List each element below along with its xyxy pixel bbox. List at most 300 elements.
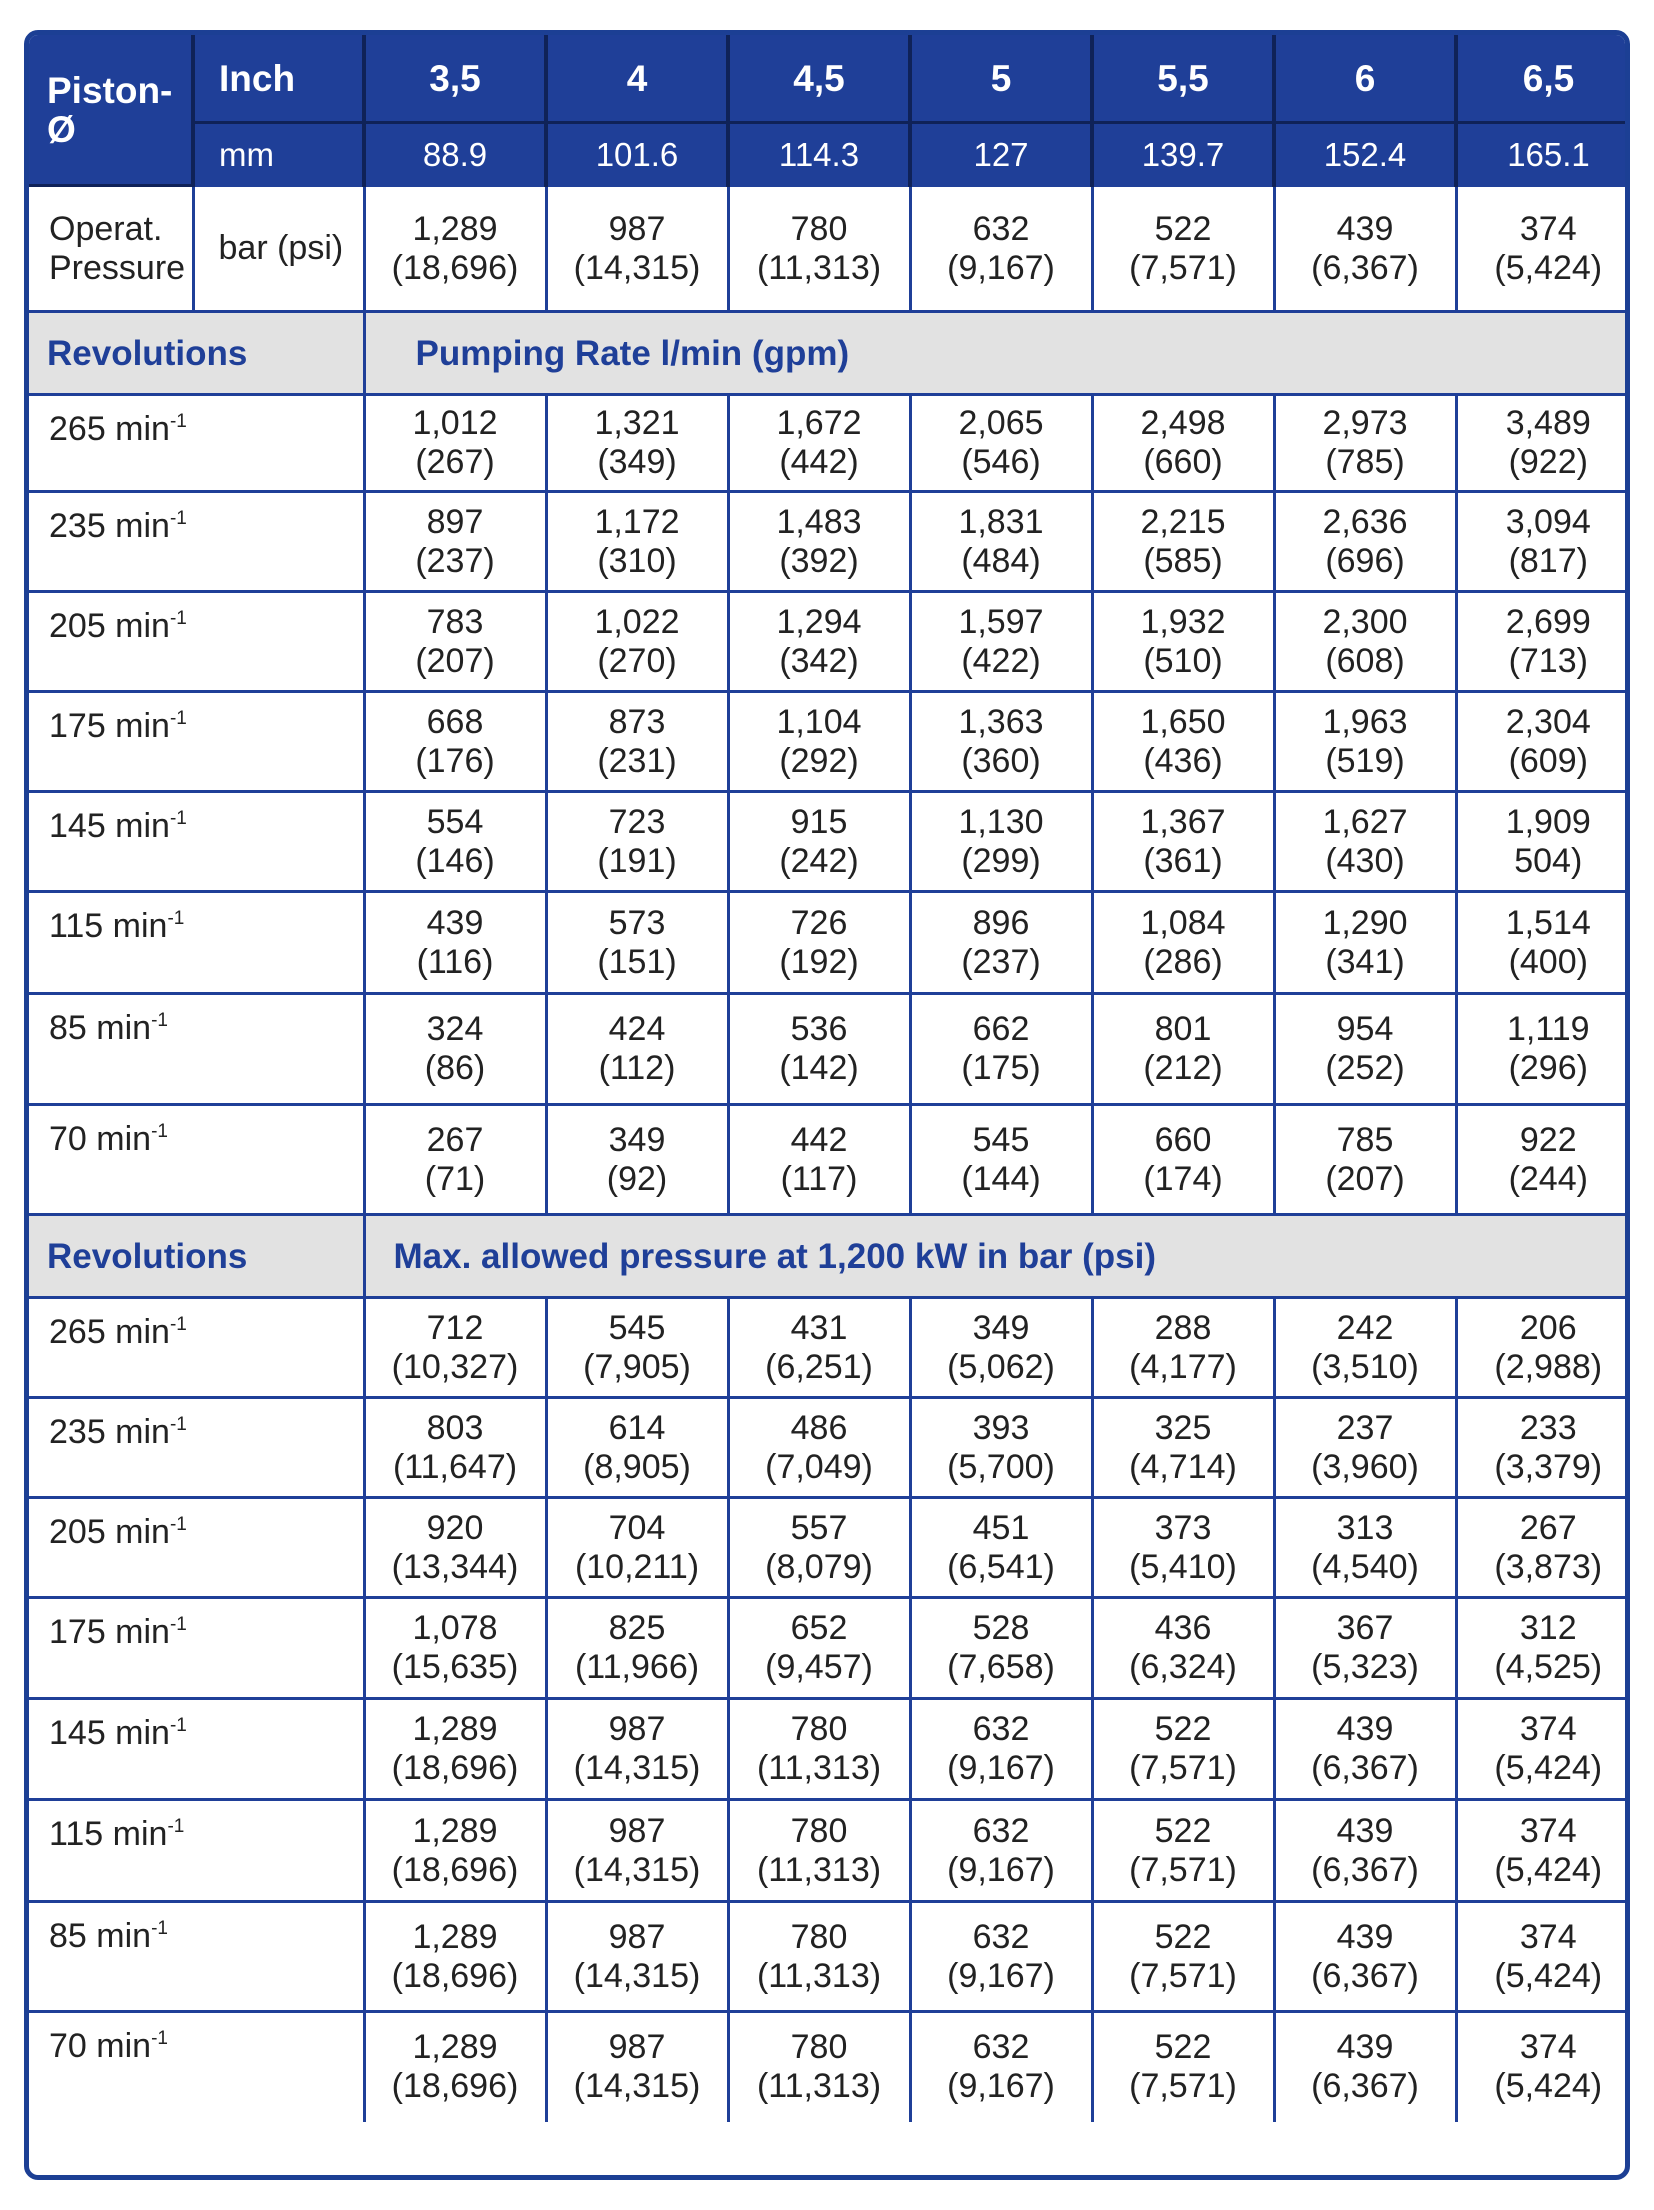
revolutions-value: 175 min [49, 1613, 170, 1651]
value-secondary: (112) [598, 1049, 676, 1087]
max-pressure-cell [1456, 1598, 1630, 1699]
value-primary: 442 [790, 1120, 848, 1159]
pumping-rate-row [29, 892, 1630, 994]
value-primary: 242 [1336, 1308, 1394, 1347]
value-primary: 1,294 [776, 602, 862, 641]
revolutions-cell [29, 1598, 364, 1699]
revolutions-cell [29, 892, 364, 994]
revolutions-exponent: -1 [167, 1816, 185, 1837]
operating-pressure-cell [1092, 186, 1274, 312]
pumping-rate-cell [546, 592, 728, 692]
value-secondary: (8,079) [765, 1547, 873, 1586]
value-primary: 1,289 [412, 1811, 498, 1850]
value-secondary: (18,696) [391, 1850, 519, 1889]
mm-unit-label: mm [193, 123, 364, 186]
value-secondary: (9,167) [947, 1749, 1055, 1787]
value-primary: 1,289 [412, 1917, 498, 1956]
value-primary: 324 [426, 1010, 484, 1048]
pumping-rate-cell [1456, 994, 1630, 1105]
piston-diameter-label: Piston-Ø [29, 35, 193, 186]
value-primary: 1,290 [1322, 903, 1408, 942]
value-secondary: (8,905) [583, 1447, 691, 1486]
value-primary: 632 [972, 1917, 1030, 1956]
value-secondary: (310) [597, 541, 677, 580]
value-primary: 987 [608, 1811, 666, 1850]
value-primary: 987 [608, 1710, 666, 1748]
value-secondary: (6,367) [1311, 1850, 1419, 1889]
pumping-rate-cell [1274, 592, 1456, 692]
revolutions-cell [29, 1398, 364, 1498]
value-secondary: (71) [424, 1159, 486, 1198]
value-secondary: (609) [1508, 741, 1588, 780]
value-primary: 393 [972, 1408, 1030, 1447]
value-secondary: (9,167) [947, 2067, 1055, 2106]
revolutions-cell [29, 1498, 364, 1598]
pumping-rate-cell [364, 592, 546, 692]
pumping-rate-cell [910, 492, 1092, 592]
pumping-rate-cell [546, 892, 728, 994]
revolutions-exponent: -1 [169, 608, 187, 629]
pumping-rate-cell [364, 792, 546, 892]
value-primary: 267 [1519, 1508, 1577, 1547]
max-pressure-cell [1092, 1902, 1274, 2012]
value-secondary: (484) [961, 541, 1041, 580]
pumping-rate-cell [728, 592, 910, 692]
value-primary: 522 [1154, 2028, 1212, 2067]
value-primary: 873 [608, 702, 666, 741]
value-primary: 632 [972, 1811, 1030, 1850]
value-primary: 367 [1336, 1609, 1394, 1647]
value-secondary: (296) [1508, 1049, 1588, 1087]
value-primary: 288 [1154, 1308, 1212, 1347]
pumping-rate-cell [1274, 692, 1456, 792]
value-secondary: (7,905) [583, 1347, 691, 1386]
value-secondary: (192) [779, 942, 859, 981]
pumping-rate-cell [546, 492, 728, 592]
value-primary: 528 [972, 1609, 1030, 1647]
pumping-rate-row [29, 395, 1630, 492]
value-secondary: (6,367) [1311, 1956, 1419, 1995]
value-secondary: (5,424) [1494, 2067, 1603, 2106]
value-secondary: (11,313) [756, 1956, 882, 1995]
value-primary: 668 [426, 702, 484, 741]
pumping-rate-cell [910, 892, 1092, 994]
pumping-rate-cell [546, 994, 728, 1105]
value-primary: 1,909 [1505, 802, 1591, 841]
value-secondary: (7,571) [1129, 1749, 1237, 1787]
value-primary: 2,973 [1322, 404, 1408, 442]
max-pressure-cell [728, 1699, 910, 1800]
operating-pressure-cell [1456, 186, 1630, 312]
max-pressure-row [29, 1598, 1630, 1699]
pumping-rate-cell [1456, 395, 1630, 492]
value-primary: 1,104 [776, 702, 862, 741]
pumping-rate-section-header [29, 312, 1630, 395]
operating-pressure-cell [546, 186, 728, 312]
revolutions-cell [29, 994, 364, 1105]
value-primary: 439 [1336, 2028, 1394, 2067]
inch-value: 5,5 [1092, 35, 1274, 123]
pumping-rate-cell [1092, 592, 1274, 692]
inch-value: 4,5 [728, 35, 910, 123]
pumping-rate-cell [1092, 492, 1274, 592]
value-secondary: (11,966) [574, 1648, 700, 1686]
max-pressure-row [29, 1902, 1630, 2012]
max-pressure-cell [1274, 1902, 1456, 2012]
max-pressure-row [29, 1498, 1630, 1598]
value-primary: 3,094 [1505, 502, 1591, 541]
value-primary: 2,065 [958, 404, 1044, 442]
pumping-rate-row [29, 692, 1630, 792]
max-pressure-cell [910, 1598, 1092, 1699]
pumping-rate-cell [546, 395, 728, 492]
value-secondary: (922) [1508, 443, 1588, 481]
operating-pressure-cell [728, 186, 910, 312]
value-primary: 557 [790, 1508, 848, 1547]
value-primary: 439 [1336, 1917, 1394, 1956]
value-secondary: (14,315) [573, 1749, 701, 1787]
mm-row [29, 123, 1630, 186]
inch-row [29, 35, 1630, 123]
pumping-rate-cell [1456, 1105, 1630, 1215]
value-secondary: (5,323) [1311, 1648, 1419, 1686]
value-primary: 920 [426, 1508, 484, 1547]
value-primary: 1,650 [1140, 702, 1226, 741]
value-primary: 206 [1519, 1308, 1577, 1347]
max-pressure-cell [1092, 1298, 1274, 1398]
value-secondary: (146) [415, 841, 495, 880]
pumping-rate-cell [910, 792, 1092, 892]
value-psi: (14,315) [573, 248, 701, 287]
value-secondary: (117) [780, 1159, 858, 1198]
value-primary: 545 [608, 1308, 666, 1347]
mm-value: 165.1 [1456, 123, 1630, 186]
max-pressure-cell [910, 2012, 1092, 2122]
mm-value: 114.3 [728, 123, 910, 186]
value-primary: 431 [790, 1308, 848, 1347]
revolutions-exponent: -1 [169, 808, 187, 829]
value-secondary: (6,367) [1311, 2067, 1419, 2106]
pump-data-table-frame [24, 30, 1630, 2180]
value-secondary: (341) [1325, 942, 1405, 981]
pumping-rate-cell [1274, 792, 1456, 892]
revolutions-cell [29, 1902, 364, 2012]
pumping-rate-cell [1274, 994, 1456, 1105]
value-primary: 1,483 [776, 502, 862, 541]
value-primary: 1,022 [594, 602, 680, 641]
value-secondary: (191) [597, 841, 677, 880]
value-primary: 2,636 [1322, 502, 1408, 541]
max-pressure-cell [728, 1902, 910, 2012]
value-secondary: (11,313) [756, 1749, 882, 1787]
value-primary: 803 [426, 1408, 484, 1447]
max-pressure-cell [1456, 1699, 1630, 1800]
revolutions-value: 235 min [49, 507, 170, 545]
max-pressure-cell [1274, 2012, 1456, 2122]
max-pressure-cell [1456, 1800, 1630, 1902]
max-pressure-cell [910, 1398, 1092, 1498]
max-pressure-cell [728, 1398, 910, 1498]
max-pressure-cell [910, 1298, 1092, 1398]
value-secondary: (6,367) [1311, 1749, 1419, 1787]
value-secondary: (7,571) [1129, 2067, 1237, 2106]
max-pressure-row [29, 1398, 1630, 1498]
value-primary: 439 [426, 903, 484, 942]
revolutions-label: Revolutions [29, 1215, 364, 1298]
value-primary: 1,627 [1322, 802, 1408, 841]
value-secondary: (430) [1325, 841, 1405, 880]
value-psi: (11,313) [756, 248, 882, 287]
value-primary: 652 [790, 1609, 848, 1647]
value-secondary: (3,510) [1311, 1347, 1419, 1386]
value-primary: 1,119 [1506, 1010, 1590, 1048]
pumping-rate-cell [546, 1105, 728, 1215]
value-secondary: (7,658) [947, 1648, 1055, 1686]
value-secondary: (9,167) [947, 1850, 1055, 1889]
table-header [29, 35, 1630, 186]
value-bar: 522 [1154, 209, 1212, 248]
value-primary: 451 [972, 1508, 1030, 1547]
value-primary: 1,367 [1140, 802, 1226, 841]
revolutions-cell [29, 2012, 364, 2122]
pump-data-table [29, 35, 1630, 2122]
pumping-rate-cell [1092, 994, 1274, 1105]
value-secondary: (4,540) [1311, 1547, 1419, 1586]
value-primary: 436 [1154, 1609, 1212, 1647]
max-pressure-section-header [29, 1215, 1630, 1298]
value-secondary: (14,315) [573, 1850, 701, 1889]
value-bar: 374 [1519, 209, 1577, 248]
max-pressure-cell [364, 1800, 546, 1902]
pumping-rate-cell [910, 1105, 1092, 1215]
value-secondary: (6,324) [1129, 1648, 1237, 1686]
value-primary: 374 [1519, 1917, 1577, 1956]
inch-value: 6 [1274, 35, 1456, 123]
pumping-rate-cell [1274, 492, 1456, 592]
value-primary: 726 [790, 903, 848, 942]
value-secondary: (270) [597, 641, 677, 680]
revolutions-cell [29, 592, 364, 692]
value-primary: 662 [972, 1010, 1030, 1048]
value-secondary: (4,714) [1129, 1447, 1237, 1486]
max-pressure-cell [364, 1498, 546, 1598]
value-primary: 614 [608, 1408, 666, 1447]
value-secondary: (422) [961, 641, 1041, 680]
revolutions-value: 145 min [49, 807, 170, 845]
value-secondary: (342) [779, 641, 859, 680]
value-secondary: (436) [1143, 741, 1223, 780]
value-primary: 780 [790, 2028, 848, 2067]
value-secondary: (237) [961, 942, 1041, 981]
value-secondary: (144) [961, 1159, 1041, 1198]
pumping-rate-cell [1274, 395, 1456, 492]
value-primary: 2,215 [1140, 502, 1226, 541]
value-secondary: (608) [1325, 641, 1405, 680]
value-secondary: (207) [1325, 1159, 1405, 1198]
value-primary: 780 [790, 1710, 848, 1748]
value-primary: 632 [972, 1710, 1030, 1748]
value-secondary: (7,571) [1129, 1956, 1237, 1995]
value-secondary: (231) [597, 741, 677, 780]
value-secondary: (237) [415, 541, 495, 580]
max-pressure-row [29, 2012, 1630, 2122]
pumping-rate-cell [728, 892, 910, 994]
value-primary: 987 [608, 1917, 666, 1956]
value-secondary: (660) [1143, 443, 1223, 481]
pumping-rate-row [29, 994, 1630, 1105]
value-primary: 374 [1519, 1710, 1577, 1748]
value-secondary: (175) [961, 1049, 1041, 1087]
value-psi: (18,696) [391, 248, 519, 287]
value-primary: 632 [972, 2028, 1030, 2067]
value-primary: 723 [608, 802, 666, 841]
operating-pressure-cell [1274, 186, 1456, 312]
value-primary: 554 [426, 802, 484, 841]
max-pressure-cell [1274, 1598, 1456, 1699]
pumping-rate-cell [1092, 892, 1274, 994]
max-pressure-cell [728, 1800, 910, 1902]
pumping-rate-cell [728, 395, 910, 492]
pumping-rate-cell [728, 692, 910, 792]
value-primary: 1,831 [958, 502, 1044, 541]
inch-unit-label: Inch [193, 35, 364, 123]
value-secondary: (5,700) [947, 1447, 1055, 1486]
value-secondary: (785) [1325, 443, 1405, 481]
value-psi: (7,571) [1129, 248, 1237, 287]
revolutions-exponent: -1 [151, 1010, 168, 1031]
value-primary: 1,514 [1505, 903, 1591, 942]
value-secondary: (3,960) [1311, 1447, 1419, 1486]
max-pressure-cell [728, 2012, 910, 2122]
revolutions-exponent: -1 [151, 2028, 168, 2049]
value-primary: 1,084 [1140, 903, 1226, 942]
revolutions-value: 205 min [49, 1513, 170, 1551]
max-pressure-cell [728, 1298, 910, 1398]
pumping-rate-cell [364, 692, 546, 792]
value-secondary: (267) [415, 443, 495, 481]
max-pressure-cell [364, 1598, 546, 1699]
value-primary: 325 [1154, 1408, 1212, 1447]
pumping-rate-row [29, 792, 1630, 892]
value-primary: 439 [1336, 1710, 1394, 1748]
value-psi: (6,367) [1311, 248, 1419, 287]
value-primary: 374 [1519, 2028, 1577, 2067]
max-pressure-cell [1092, 1699, 1274, 1800]
value-secondary: (7,049) [765, 1447, 873, 1486]
value-secondary: (442) [779, 443, 859, 481]
value-psi: (5,424) [1494, 248, 1603, 287]
operating-pressure-label-line1: Operat. [49, 209, 163, 248]
value-primary: 1,363 [958, 702, 1044, 741]
value-secondary: (13,344) [391, 1547, 519, 1586]
revolutions-cell [29, 1800, 364, 1902]
value-secondary: (585) [1143, 541, 1223, 580]
value-bar: 439 [1336, 209, 1394, 248]
pumping-rate-cell [1456, 892, 1630, 994]
value-primary: 2,699 [1505, 602, 1591, 641]
value-secondary: (292) [779, 741, 859, 780]
revolutions-value: 70 min [49, 2027, 152, 2065]
value-primary: 2,304 [1505, 702, 1591, 741]
value-secondary: (244) [1508, 1159, 1588, 1198]
pumping-rate-cell [728, 492, 910, 592]
value-secondary: (176) [415, 741, 495, 780]
max-pressure-cell [1274, 1800, 1456, 1902]
value-secondary: (817) [1508, 541, 1588, 580]
operating-pressure-unit: bar (psi) [193, 186, 364, 312]
max-pressure-cell [1456, 1398, 1630, 1498]
value-bar: 632 [972, 209, 1030, 248]
inch-value: 3,5 [364, 35, 546, 123]
value-primary: 1,130 [958, 802, 1044, 841]
pumping-rate-cell [364, 892, 546, 994]
value-primary: 522 [1154, 1917, 1212, 1956]
max-pressure-cell [910, 1498, 1092, 1598]
value-secondary: (116) [416, 942, 494, 981]
operating-pressure-row [29, 186, 1630, 312]
value-primary: 1,078 [412, 1609, 498, 1647]
value-primary: 373 [1154, 1508, 1212, 1547]
value-primary: 522 [1154, 1710, 1212, 1748]
pumping-rate-cell [1092, 792, 1274, 892]
max-pressure-cell [1456, 1298, 1630, 1398]
revolutions-value: 265 min [49, 1313, 170, 1351]
value-primary: 313 [1336, 1508, 1394, 1547]
revolutions-exponent: -1 [169, 1414, 187, 1435]
value-secondary: (392) [779, 541, 859, 580]
value-primary: 922 [1519, 1120, 1577, 1159]
value-secondary: (252) [1325, 1049, 1405, 1087]
pumping-rate-row [29, 592, 1630, 692]
max-pressure-cell [1274, 1498, 1456, 1598]
value-secondary: (207) [415, 641, 495, 680]
table-body [29, 186, 1630, 2122]
value-secondary: (11,313) [756, 2067, 882, 2106]
revolutions-exponent: -1 [169, 1314, 187, 1335]
revolutions-value: 265 min [49, 410, 170, 448]
value-secondary: (7,571) [1129, 1850, 1237, 1889]
pumping-rate-cell [910, 692, 1092, 792]
value-secondary: (5,424) [1494, 1850, 1603, 1889]
value-primary: 2,498 [1140, 404, 1226, 442]
value-primary: 783 [426, 602, 484, 641]
mm-value: 88.9 [364, 123, 546, 186]
value-bar: 1,289 [412, 209, 498, 248]
value-primary: 1,672 [776, 404, 862, 442]
value-secondary: (286) [1143, 942, 1223, 981]
max-pressure-cell [1456, 1902, 1630, 2012]
max-pressure-cell [364, 1699, 546, 1800]
revolutions-exponent: -1 [169, 411, 187, 432]
revolutions-cell [29, 395, 364, 492]
max-pressure-cell [546, 1598, 728, 1699]
revolutions-exponent: -1 [167, 908, 185, 929]
value-secondary: (349) [597, 443, 677, 481]
revolutions-cell [29, 792, 364, 892]
revolutions-value: 115 min [49, 907, 168, 945]
revolutions-cell [29, 1298, 364, 1398]
max-pressure-cell [1456, 1498, 1630, 1598]
value-secondary: (519) [1325, 741, 1405, 780]
operating-pressure-label [29, 186, 193, 312]
max-pressure-cell [546, 1699, 728, 1800]
value-primary: 660 [1154, 1120, 1212, 1159]
value-secondary: (15,635) [391, 1648, 519, 1686]
pumping-rate-cell [910, 592, 1092, 692]
max-pressure-cell [728, 1598, 910, 1699]
value-primary: 896 [972, 903, 1030, 942]
mm-value: 152.4 [1274, 123, 1456, 186]
